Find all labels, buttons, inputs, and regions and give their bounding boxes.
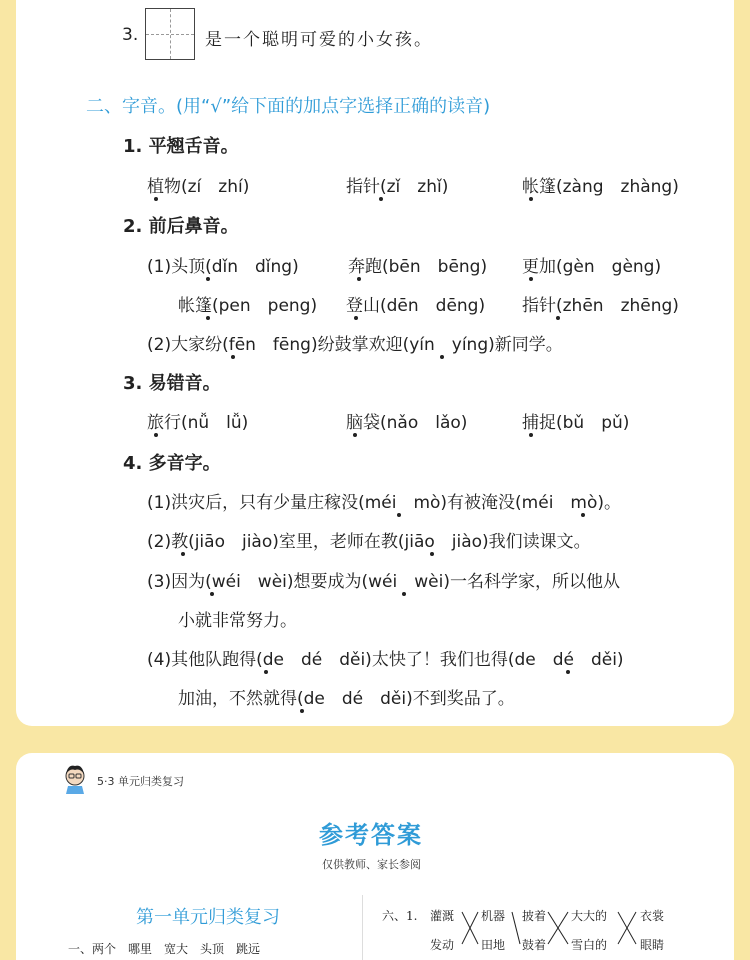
emphasis-dot [581,513,585,517]
match-word: 机器 [481,909,506,923]
match-word: 发动 [430,938,455,952]
mascot-avatar-icon [62,762,88,794]
pinyin-choice[interactable]: 帐篷(pen peng) [178,296,318,316]
emphasis-dot [353,433,357,437]
pinyin-choice[interactable]: 捕捉(bǔ pǔ) [522,413,630,433]
part-title: 2. 前后鼻音。 [123,216,239,237]
part-title: 4. 多音字。 [123,453,221,474]
emphasis-dot [397,513,401,517]
emphasis-dot [264,670,268,674]
emphasis-dot [566,670,570,674]
pinyin-choice[interactable]: 植物(zí zhí) [147,177,250,197]
answers-title: 参考答案 [319,821,423,849]
pinyin-sentence[interactable]: (2)教(jiāo jiào)室里，老师在教(jiāo jiào)我们读课文。 [147,532,591,552]
pinyin-choice[interactable]: 奔跑(bēn bēng) [348,257,488,277]
question-number: 3. [122,25,139,45]
pinyin-choice[interactable]: 旅行(nǚ lǚ) [147,413,249,433]
unit-title: 第一单元归类复习 [136,907,280,928]
answers-subtitle: 仅供教师、家长参阅 [322,858,421,871]
emphasis-dot [154,433,158,437]
match-word: 眼睛 [640,938,665,952]
part-title: 3. 易错音。 [123,373,221,394]
emphasis-dot [354,316,358,320]
emphasis-dot [556,316,560,320]
pinyin-choice[interactable]: 帐篷(zàng zhàng) [522,177,679,197]
pinyin-sentence: 小就非常努力。 [178,611,297,631]
pinyin-choice[interactable]: 指针(zhēn zhēng) [522,296,679,316]
pinyin-choice[interactable]: 脑袋(nǎo lǎo) [346,413,468,433]
section-title: 二、字音。(用“√”给下面的加点字选择正确的读音) [86,96,491,117]
match-word: 披着 [522,909,547,923]
emphasis-dot [430,552,434,556]
emphasis-dot [379,197,383,201]
pinyin-sentence[interactable]: (4)其他队跑得(de dé děi)太快了！我们也得(de dé děi) [147,650,624,670]
emphasis-dot [529,277,533,281]
pinyin-choice[interactable]: 登山(dēn dēng) [346,296,486,316]
matching-lines [440,900,740,960]
emphasis-dot [402,592,406,596]
emphasis-dot [440,355,444,359]
emphasis-dot [206,277,210,281]
pinyin-sentence[interactable]: 加油，不然就得(de dé děi)不到奖品了。 [178,689,515,709]
pinyin-choice[interactable]: 指针(zǐ zhǐ) [346,177,449,197]
emphasis-dot [210,592,214,596]
emphasis-dot [300,709,304,713]
answer-label: 六、1. [382,909,418,923]
match-word: 衣裳 [640,909,665,923]
emphasis-dot [154,197,158,201]
pinyin-sentence[interactable]: (1)洪灾后，只有少量庄稼没(méi mò)有被淹没(méi mò)。 [147,493,622,513]
brand-label: 5·3 单元归类复习 [97,775,184,788]
match-word: 灌溉 [430,909,455,923]
match-word: 雪白的 [571,938,608,952]
pinyin-choice[interactable]: (1)头顶(dǐn dǐng) [147,257,299,277]
pinyin-choice[interactable]: 更加(gèn gèng) [522,257,662,277]
emphasis-dot [529,433,533,437]
emphasis-dot [231,355,235,359]
question-text: 是一个聪明可爱的小女孩。 [205,30,433,50]
emphasis-dot [357,277,361,281]
emphasis-dot [206,316,210,320]
column-divider [362,895,363,960]
match-word: 大大的 [571,909,608,923]
emphasis-dot [529,197,533,201]
writing-grid-box[interactable] [145,8,195,60]
pinyin-sentence[interactable]: (2)大家纷(fēn fēng)纷鼓掌欢迎(yín yíng)新同学。 [147,335,563,355]
part-title: 1. 平翘舌音。 [123,136,239,157]
match-word: 田地 [481,938,506,952]
match-word: 鼓着 [522,938,547,952]
pinyin-sentence[interactable]: (3)因为(wéi wèi)想要成为(wéi wèi)一名科学家，所以他从 [147,572,620,592]
emphasis-dot [181,552,185,556]
answer-line: 一、两个 哪里 宽大 头顶 跳远 [68,942,261,956]
